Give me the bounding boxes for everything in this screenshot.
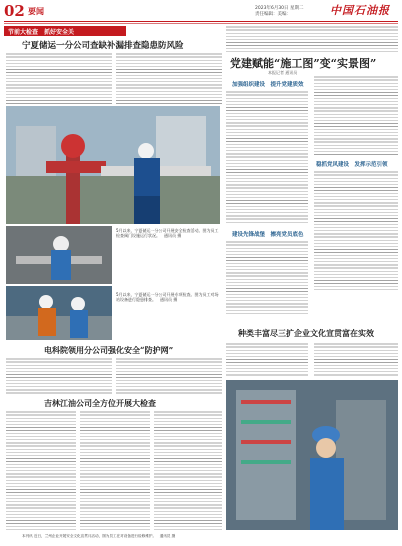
article-2-body-col4 [226,240,308,315]
article-3-body-col1 [6,357,112,395]
valve-check-illustration [6,226,112,284]
article-5-title: 种类丰富尽三扩企业文化宣贯富在实效 [238,328,374,338]
photo-equipment-check [6,286,112,340]
header-rule-thin [4,23,398,24]
article-4-body-col2 [80,410,150,530]
intro-text-block [226,25,398,53]
subhead-2: 稳抓党风建设 发挥示范引领 [316,162,388,168]
article-1-body-col1 [6,52,112,104]
editor-text: 责任编辑：美编： [255,12,291,17]
article-4-body-col1 [6,410,76,530]
article-3-body-col2 [116,357,222,395]
photo-valve-check [6,226,112,284]
footer-caption: 本刊讯 近日，兰州企业开展安全文化宣贯月活动，图为员工在对设备进行检修维护。 通讯员 摄 [22,534,176,538]
article-5-body-col1 [226,342,308,376]
photo-maintenance-worker [226,380,398,530]
subhead-3: 建设先锋战堡 擦亮党员底色 [232,232,304,238]
page-number: 02 [4,2,25,20]
article-1-body-col2 [116,52,222,104]
caption-1: 5月以来，宁夏储运一分公司开展安全检查活动。图为员工检查阀门设施运行状况。 通讯员 摄 [116,228,219,238]
date-line [255,6,325,18]
article-1-title: 宁夏储运一分公司查缺补漏排查隐患防风险 [22,41,184,51]
date-text: 2023年6月30日 星期二 [255,6,304,11]
article-4-title: 吉林江油公司全方位开展大检查 [44,398,156,408]
subhead-1: 加强组织建设 提升党建质效 [232,82,304,88]
topic-banner-text: 节前大检查 抓好安全关 [8,29,75,36]
article-5-body-col2 [314,342,398,376]
article-2-byline: 本报记者 通讯员 [268,70,298,75]
article-3-title: 电科院领用分公司强化安全“防护网” [44,345,174,355]
worker-illustration [6,106,220,224]
main-photo-worker [6,106,220,224]
caption-2: 5月以来，宁夏储运一分公司开展专项检查。图为员工对场站设备进行隐患排查。 通讯员 摄 [116,292,219,302]
newspaper-logo: 中国石油报 [330,4,390,17]
header-rule [4,21,398,22]
equipment-check-illustration [6,286,112,340]
article-4-body-col3 [154,410,222,530]
article-2-title: 党建赋能“施工图”变“实景图” [230,57,377,70]
article-2-body-col1 [226,90,308,225]
article-2-body-col2 [314,75,398,155]
article-2-body-col3 [314,170,398,290]
maintenance-illustration [226,380,398,530]
section-title: 要闻 [28,6,44,16]
